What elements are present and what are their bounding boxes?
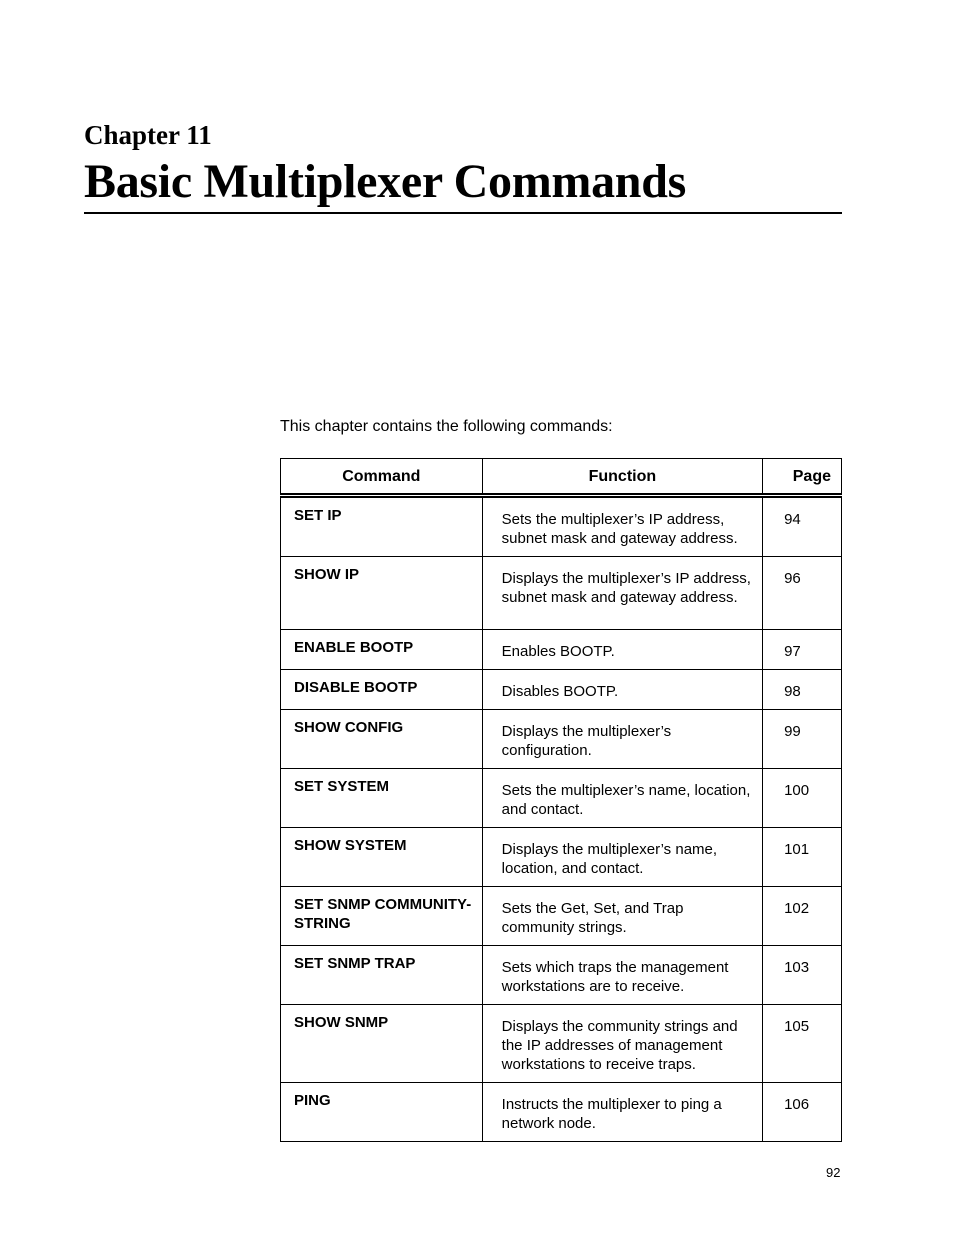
table-row — [281, 828, 842, 887]
command-cell: SHOW SYSTEM — [281, 828, 483, 887]
header-function: Function — [482, 459, 762, 496]
page-cell: 105 — [763, 1005, 842, 1083]
function-cell: Displays the multiplexer’s configuration. — [482, 710, 762, 769]
page-cell: 100 — [763, 769, 842, 828]
header-command: Command — [281, 459, 483, 496]
table-row — [281, 710, 842, 769]
command-cell: SHOW IP — [281, 557, 483, 630]
function-cell: Sets the multiplexer’s name, location, and contact. — [482, 769, 762, 828]
page-cell: 103 — [763, 946, 842, 1005]
table-row — [281, 557, 842, 630]
table-row — [281, 496, 842, 557]
page-number: 92 — [826, 1165, 841, 1180]
command-cell: SET SNMP COMMUNITY-STRING — [281, 887, 483, 946]
table-row — [281, 1083, 842, 1142]
function-cell: Disables BOOTP. — [482, 670, 762, 710]
command-cell: SET SYSTEM — [281, 769, 483, 828]
function-cell: Instructs the multiplexer to ping a network node. — [482, 1083, 762, 1142]
page-cell: 98 — [763, 670, 842, 710]
chapter-title: Basic Multiplexer Commands — [84, 155, 686, 208]
title-rule — [84, 212, 842, 214]
chapter-label: Chapter 11 — [84, 120, 212, 150]
commands-table — [280, 458, 842, 1142]
command-cell: PING — [281, 1083, 483, 1142]
command-cell: DISABLE BOOTP — [281, 670, 483, 710]
page-cell: 94 — [763, 496, 842, 557]
page-cell: 106 — [763, 1083, 842, 1142]
table-header-row — [281, 459, 842, 496]
table-row — [281, 630, 842, 670]
table-row — [281, 1005, 842, 1083]
function-cell: Displays the community strings and the IP addresses of management workstations to receive traps. — [482, 1005, 762, 1083]
table-row — [281, 887, 842, 946]
header-page: Page — [763, 459, 842, 496]
intro-text: This chapter contains the following commands: — [280, 418, 613, 435]
command-cell: SET SNMP TRAP — [281, 946, 483, 1005]
page-cell: 101 — [763, 828, 842, 887]
command-cell: ENABLE BOOTP — [281, 630, 483, 670]
function-cell: Sets the multiplexer’s IP address, subnet mask and gateway address. — [482, 496, 762, 557]
page-cell: 102 — [763, 887, 842, 946]
command-cell: SET IP — [281, 496, 483, 557]
table-row — [281, 769, 842, 828]
command-cell: SHOW CONFIG — [281, 710, 483, 769]
page-cell: 96 — [763, 557, 842, 630]
function-cell: Sets which traps the management workstations are to receive. — [482, 946, 762, 1005]
function-cell: Enables BOOTP. — [482, 630, 762, 670]
function-cell: Sets the Get, Set, and Trap community strings. — [482, 887, 762, 946]
page-cell: 97 — [763, 630, 842, 670]
function-cell: Displays the multiplexer’s IP address, subnet mask and gateway address. — [482, 557, 762, 630]
command-cell: SHOW SNMP — [281, 1005, 483, 1083]
table-row — [281, 670, 842, 710]
table-row — [281, 946, 842, 1005]
page-cell: 99 — [763, 710, 842, 769]
function-cell: Displays the multiplexer’s name, location, and contact. — [482, 828, 762, 887]
